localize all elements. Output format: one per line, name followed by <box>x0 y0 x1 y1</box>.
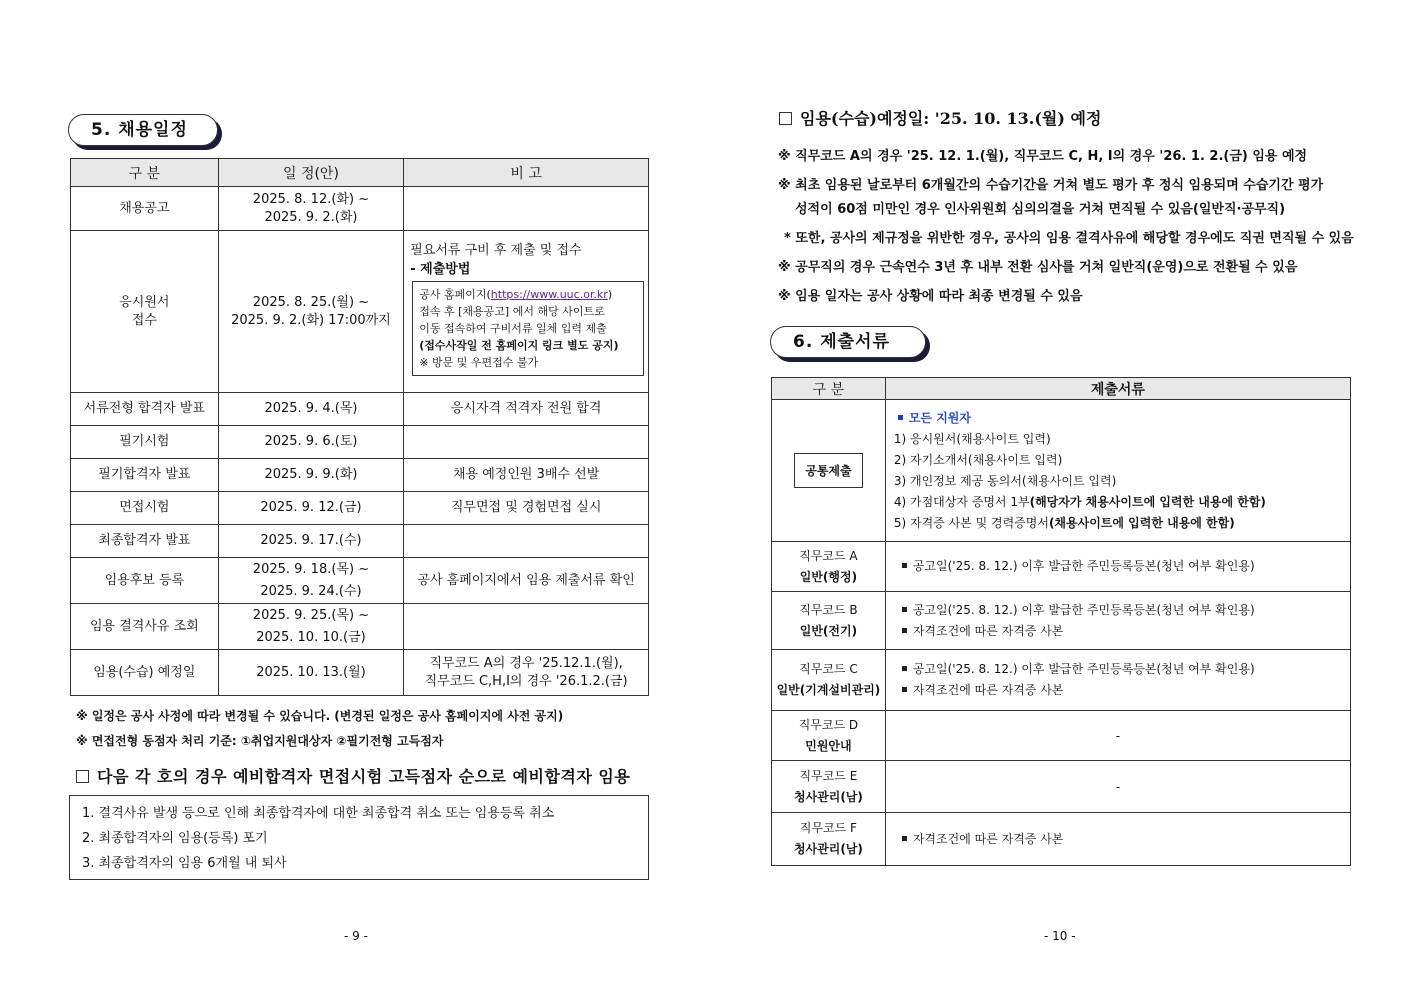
page-number: - 9 - <box>344 929 368 943</box>
appoint-note: 성적이 60점 미만인 경우 인사위원회 심의의결을 거쳐 면직될 수 있음(일반직·공무직) <box>795 202 1286 217</box>
submission-method-box: 공사 홈페이지(https://www.uuc.or.kr) 접속 후 [채용공고] 에서 해당 사이트로 이동 접속하여 구비서류 일체 입력 제출 (접수사작일 전 홈페이지 링크 별도 공지) ※ 방문 및 우편접수 불가 <box>412 281 644 376</box>
page-number: - 10 - <box>1044 929 1076 943</box>
table-row: 직무코드 D 민원안내 - <box>772 711 1351 761</box>
section-title-schedule: 5. 채용일정 <box>68 114 218 146</box>
table-row: 직무코드 A 일반(행정) 공고일('25. 8. 12.) 이후 발급한 주민등록등본(청년 여부 확인용) <box>772 542 1351 592</box>
note-tie-break: ※ 면접전형 동점자 처리 기준: ①취업지원대상자 ②필기전형 고득점자 <box>76 734 444 748</box>
col-header: 구 분 <box>71 159 219 187</box>
table-row: 면접시험 2025. 9. 12.(금) 직무면접 및 경험면접 실시 <box>71 492 649 525</box>
appoint-note: ※ 최초 임용된 날로부터 6개월간의 수습기간을 거쳐 별도 평가 후 정식 임용되며 수습기간 평가 <box>778 178 1324 193</box>
table-row: 최종합격자 발표 2025. 9. 17.(수) <box>71 525 649 558</box>
col-header: 제출서류 <box>885 378 1350 400</box>
col-header: 일 정(안) <box>218 159 404 187</box>
list-item: 2. 최종합격자의 임용(등록) 포기 <box>82 831 268 846</box>
table-row: 채용공고 2025. 8. 12.(화) ~ 2025. 9. 2.(화) <box>71 187 649 231</box>
table-row: 서류전형 합격자 발표 2025. 9. 4.(목) 응시자격 적격자 전원 합격 <box>71 393 649 426</box>
list-item: 1. 결격사유 발생 등으로 인해 최종합격자에 대한 최종합격 취소 또는 임용등록 취소 <box>82 806 555 821</box>
checkbox-icon <box>779 112 792 125</box>
col-header: 비 고 <box>404 159 649 187</box>
homepage-link[interactable]: https://www.uuc.or.kr <box>490 288 608 301</box>
checkbox-icon <box>76 770 89 783</box>
table-row: 직무코드 F 청사관리(남) 자격조건에 따른 자격증 사본 <box>772 813 1351 866</box>
reserve-heading: 다음 각 호의 경우 예비합격자 면접시험 고득점자 순으로 예비합격자 임용 <box>76 764 630 787</box>
table-row: 임용후보 등록 2025. 9. 18.(목) ~ 2025. 9. 24.(수) 공사 홈페이지에서 임용 제출서류 확인 <box>71 558 649 604</box>
table-row: 직무코드 B 일반(전기) 공고일('25. 8. 12.) 이후 발급한 주민등록등본(청년 여부 확인용) 자격조건에 따른 자격증 사본 <box>772 592 1351 650</box>
table-row: 필기시험 2025. 9. 6.(토) <box>71 426 649 459</box>
appoint-note: ※ 임용 일자는 공사 상황에 따라 최종 변경될 수 있음 <box>778 289 1083 304</box>
table-row: 임용 결격사유 조회 2025. 9. 25.(목) ~ 2025. 10. 10.(금) <box>71 604 649 650</box>
appointment-heading: 임용(수습)예정일: '25. 10. 13.(월) 예정 <box>779 106 1101 129</box>
common-label: 공통제출 <box>794 453 862 488</box>
table-row: 응시원서 접수 2025. 8. 25.(월) ~ 2025. 9. 2.(화) 17:00까지 필요서류 구비 후 제출 및 접수 - 제출방법 공사 홈페이지(https://www.uuc.or.kr) 접속 후 [채용공고] 에서 해당 사이트로 이동 접속하여 구비서류 일체 입력 제출 (접수사작일 전 홈페이지 링크 별도 공지) ※ 방문 및 우편접수 불가 <box>71 231 649 393</box>
section-title-documents: 6. 제출서류 <box>770 326 926 358</box>
appoint-note: ※ 직무코드 A의 경우 '25. 12. 1.(월), 직무코드 C, H, I의 경우 '26. 1. 2.(금) 임용 예정 <box>778 149 1308 164</box>
list-item: 3. 최종합격자의 임용 6개월 내 퇴사 <box>82 856 287 871</box>
table-row: 공통제출 모든 지원자 1) 응시원서(채용사이트 입력) 2) 자기소개서(채용사이트 입력) 3) 개인정보 제공 동의서(채용사이트 입력) 4) 가점대상자 증명서 1부(해당자가 채용사이트에 입력한 내용에 한함) 5) 자격증 사본 및 경력증명서(채용사이트에 입력한 내용에 한함) <box>772 400 1351 542</box>
table-row: 직무코드 E 청사관리(남) - <box>772 761 1351 813</box>
note-schedule-change: ※ 일정은 공사 사정에 따라 변경될 수 있습니다. (변경된 일정은 공사 홈페이지에 사전 공지) <box>76 709 564 723</box>
reserve-list-box <box>69 795 649 880</box>
table-row: 필기합격자 발표 2025. 9. 9.(화) 채용 예정인원 3배수 선발 <box>71 459 649 492</box>
documents-table <box>771 377 1351 866</box>
col-header: 구 분 <box>772 378 886 400</box>
table-row: 직무코드 C 일반(기계설비관리) 공고일('25. 8. 12.) 이후 발급한 주민등록등본(청년 여부 확인용) 자격조건에 따른 자격증 사본 <box>772 650 1351 711</box>
appoint-note: ※ 공무직의 경우 근속연수 3년 후 내부 전환 심사를 거쳐 일반직(운영)으로 전환될 수 있음 <box>778 260 1298 275</box>
schedule-table <box>70 158 649 696</box>
appoint-note: * 또한, 공사의 제규정을 위반한 경우, 공사의 임용 결격사유에 해당할 경우에도 직권 면직될 수 있음 <box>784 231 1354 246</box>
table-row: 임용(수습) 예정일 2025. 10. 13.(월) 직무코드 A의 경우 '25.12.1.(월), 직무코드 C,H,I의 경우 '26.1.2.(금) <box>71 650 649 696</box>
